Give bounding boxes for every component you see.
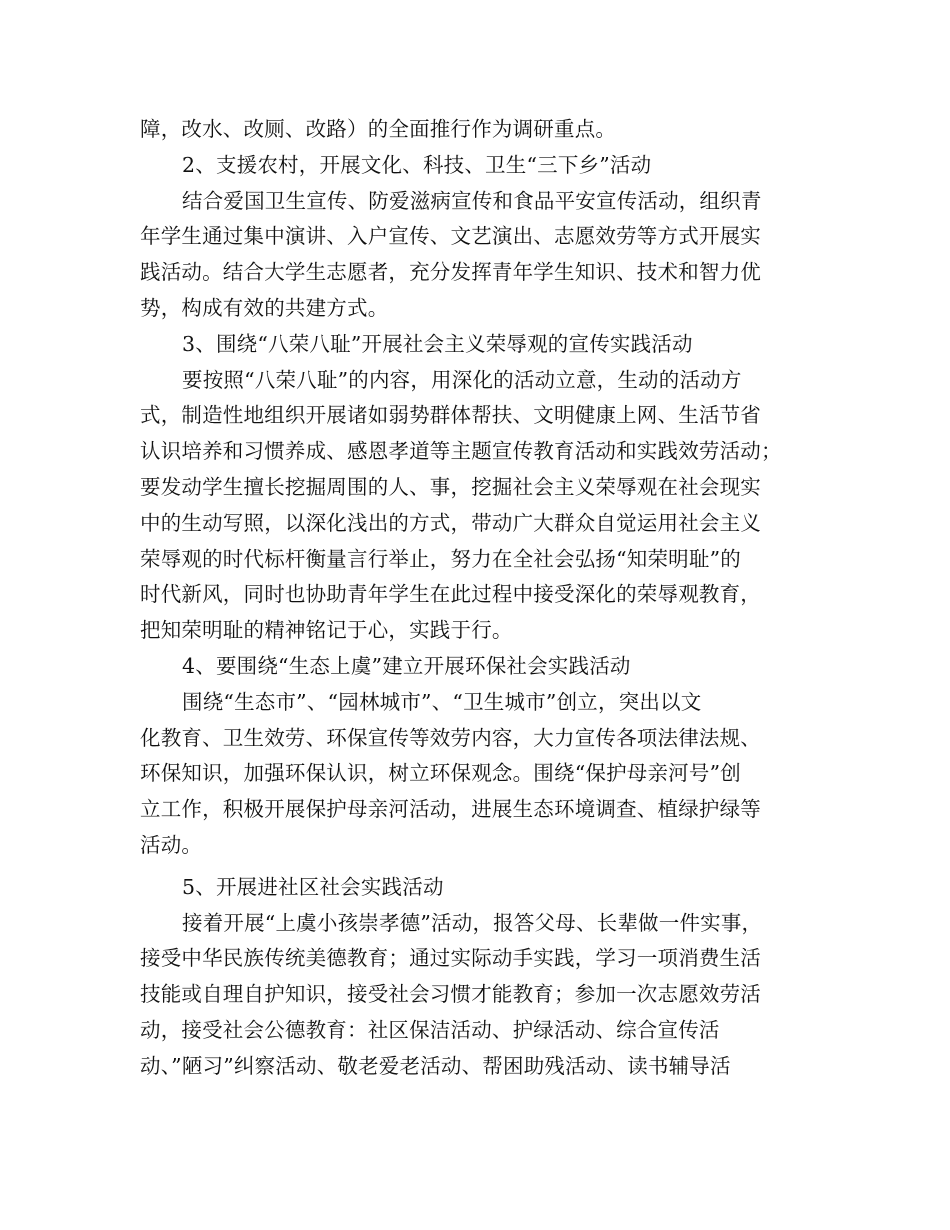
text-line: 践活动。结合大学生志愿者，充分发挥青年学生知识、技术和智力优 — [140, 260, 761, 285]
text-line: 技能或自理自护知识，接受社会习惯才能教育；参加一次志愿效劳活 — [140, 982, 761, 1007]
text-line: 结合爱国卫生宣传、防爱滋病宣传和食品平安宣传活动，组织青 — [182, 188, 762, 213]
text-line: 活动。 — [140, 832, 203, 857]
text-line: 接着开展“上虞小孩崇孝德”活动，报答父母、长辈做一件实事， — [182, 910, 763, 935]
text-line: 认识培养和习惯养成、感恩孝道等主题宣传教育活动和实践效劳活动； — [140, 439, 782, 464]
text-line: 立工作，积极开展保护母亲河活动，进展生态环境调查、植绿护绿等 — [140, 797, 761, 822]
text-line: 年学生通过集中演讲、入户宣传、文艺演出、志愿效劳等方式开展实 — [140, 224, 761, 249]
text-line: 5、开展进社区社会实践活动 — [182, 874, 444, 899]
text-line: 动、”陋习”纠察活动、敬老爱老活动、帮困助残活动、读书辅导活 — [140, 1053, 731, 1078]
text-line: 时代新风，同时也协助青年学生在此过程中接受深化的荣辱观教育， — [140, 582, 761, 607]
text-line: 围绕“生态市”、“园林城市”、“卫生城市”创立，突出以文 — [182, 689, 702, 714]
text-line: 动，接受社会公德教育：社区保洁活动、护绿活动、综合宣传活 — [140, 1017, 720, 1042]
text-line: 式，制造性地组织开展诸如弱势群体帮扶、文明健康上网、生活节省 — [140, 403, 761, 428]
text-line: 要按照“八荣八耻”的内容，用深化的活动立意，生动的活动方 — [182, 367, 742, 392]
text-line: 荣辱观的时代标杆衡量言行举止，努力在全社会弘扬“知荣明耻”的 — [140, 546, 741, 571]
text-line: 障，改水、改厕、改路）的全面推行作为调研重点。 — [140, 117, 617, 141]
document-body — [140, 112, 830, 1085]
text-line: 2、支援农村，开展文化、科技、卫生“三下乡”活动 — [182, 152, 652, 177]
text-line: 接受中华民族传统美德教育；通过实际动手实践，学习一项消费生活 — [140, 946, 761, 971]
text-line: 化教育、卫生效劳、环保宣传等效劳内容，大力宣传各项法律法规、 — [140, 725, 761, 750]
text-line: 中的生动写照，以深化浅出的方式，带动广大群众自觉运用社会主义 — [140, 510, 761, 535]
text-line: 要发动学生擅长挖掘周围的人、事，挖掘社会主义荣辱观在社会现实 — [140, 474, 761, 499]
text-line: 势，构成有效的共建方式。 — [140, 295, 389, 320]
text-line: 环保知识，加强环保认识，树立环保观念。围绕“保护母亲河号”创 — [140, 761, 741, 786]
text-line: 4、要围绕“生态上虞”建立开展环保社会实践活动 — [182, 653, 631, 678]
text-line: 3、围绕“八荣八耻”开展社会主义荣辱观的宣传实践活动 — [182, 331, 693, 356]
text-line: 把知荣明耻的精神铭记于心，实践于行。 — [140, 618, 513, 643]
